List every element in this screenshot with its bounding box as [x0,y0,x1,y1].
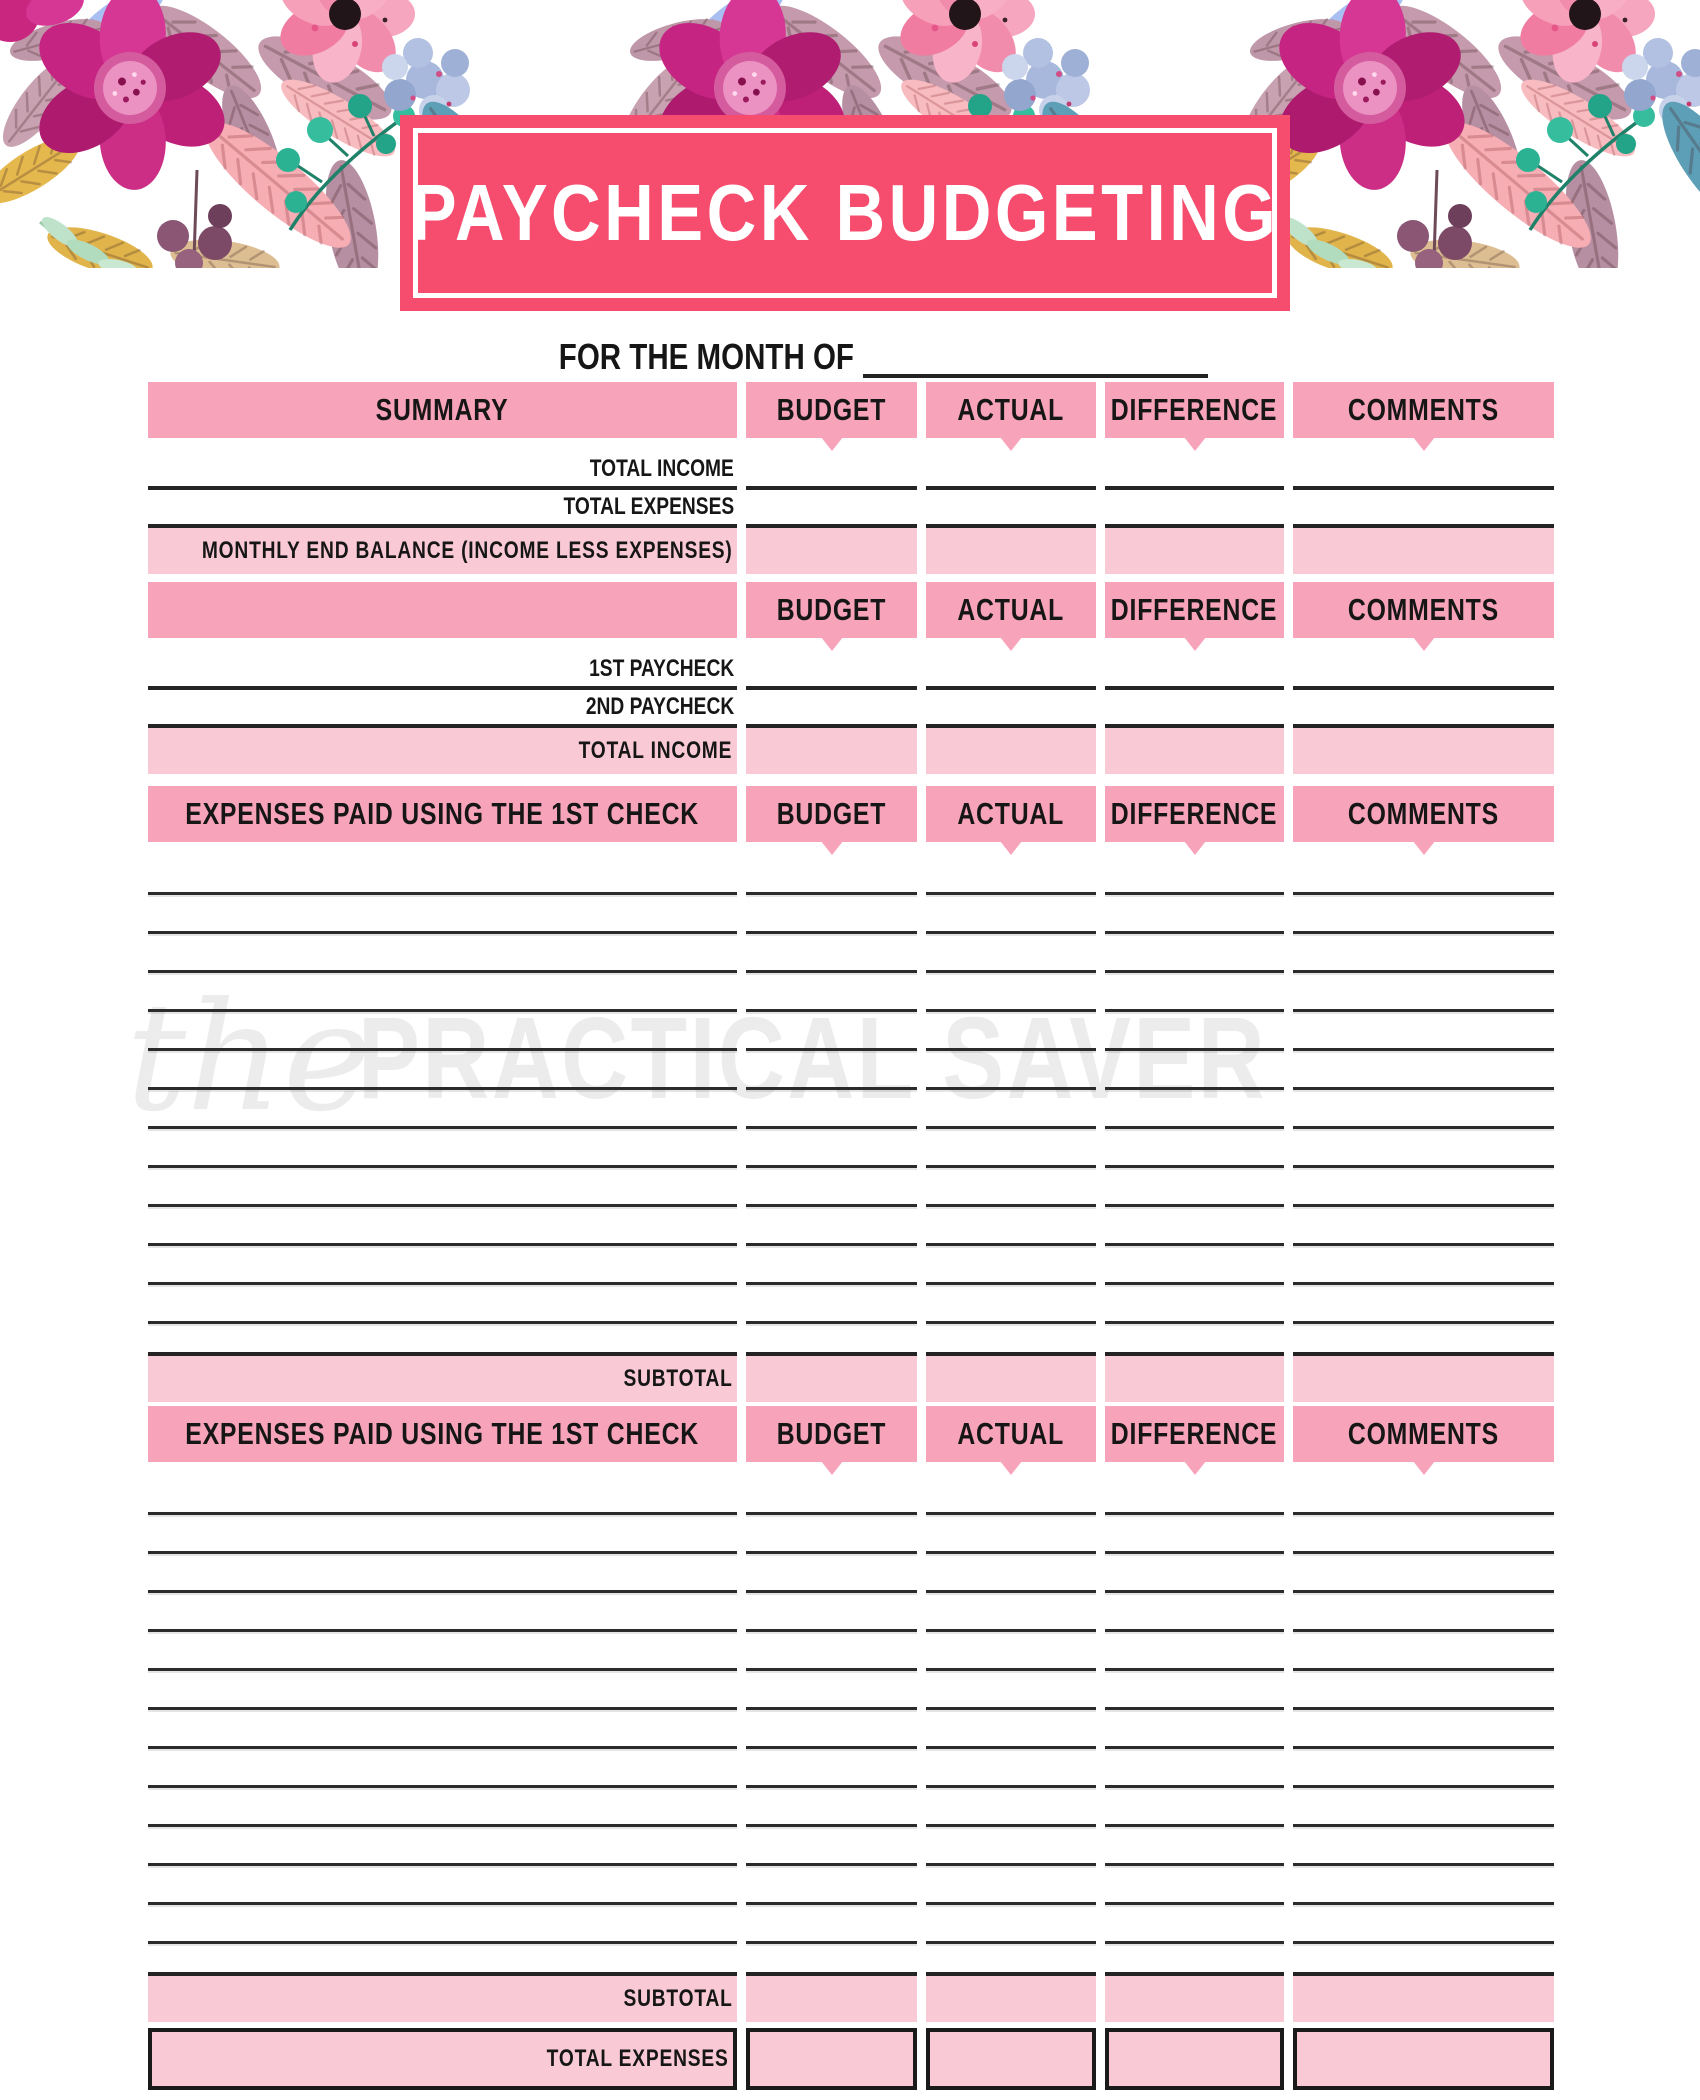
expenses-second-blank-row-6 [148,1671,1554,1710]
income-1st-paycheck-row [148,652,1554,690]
expenses-first-blank-row-11 [148,1246,1554,1285]
column-header-comments [1293,786,1554,842]
blank-difference-field [1105,1905,1284,1944]
blank-budget-field [746,1129,917,1168]
triangle-pointer-icon [821,841,843,855]
expenses-first-blank-row-8 [148,1129,1554,1168]
blank-item-field [148,1168,737,1207]
expenses-first-header-label: EXPENSES PAID USING THE 1ST CHECK [185,796,700,831]
summary-total-income-row [148,452,1554,490]
expenses-first-blank-row-7 [148,1090,1554,1129]
monthly-end-balance-row [148,528,1554,574]
income-2nd-paycheck-actual-field [926,690,1096,728]
monthly-end-balance-label: MONTHLY END BALANCE (INCOME LESS EXPENSES) [201,537,733,564]
income-1st-paycheck-difference-field [1105,652,1284,690]
blank-difference-field [1105,1632,1284,1671]
blank-difference-field [1105,973,1284,1012]
income-total-actual-cell [926,728,1096,774]
title-banner [400,115,1290,311]
blank-item-field [148,1593,737,1632]
month-label: FOR THE MONTH OF [558,336,854,377]
blank-difference-field [1105,1710,1284,1749]
blank-item-field [148,1710,737,1749]
blank-difference-field [1105,934,1284,973]
triangle-pointer-icon [1000,1461,1022,1475]
expenses-second-subtotal-difference-cell [1105,1972,1284,2022]
column-header-budget-label: BUDGET [776,392,887,427]
blank-comments-field [1293,1632,1554,1671]
total-expenses-label-cell [148,2028,737,2090]
summary-total-expenses-comments-field [1293,490,1554,528]
blank-item-field [148,1554,737,1593]
blank-comments-field [1293,1515,1554,1554]
expenses-second-subtotal-budget-cell [746,1972,917,2022]
blank-difference-field [1105,1207,1284,1246]
income-1st-paycheck-label-cell [148,652,737,690]
column-header-budget [746,582,917,638]
summary-total-income-budget-field [746,452,917,490]
column-header-budget [746,1406,917,1462]
blank-budget-field [746,1476,917,1515]
expenses-second-blank-row-3 [148,1554,1554,1593]
summary-header-row [148,382,1554,438]
total-expenses-difference-cell [1105,2028,1284,2090]
blank-actual-field [926,1051,1096,1090]
blank-item-field [148,1207,737,1246]
column-header-comments [1293,382,1554,438]
month-blank-line [863,336,1208,378]
blank-actual-field [926,1285,1096,1324]
column-header-comments-label: COMMENTS [1347,796,1500,831]
column-header-actual [926,382,1096,438]
expenses-first-subtotal-row [148,1352,1554,1402]
expenses-second-blank-row-2 [148,1515,1554,1554]
blank-difference-field [1105,1866,1284,1905]
blank-item-field [148,1515,737,1554]
expenses-second-blank-row-9 [148,1788,1554,1827]
expenses-first-subtotal-comments-cell [1293,1352,1554,1402]
income-total-label: TOTAL INCOME [578,737,733,764]
blank-item-field [148,973,737,1012]
monthly-end-balance-label-cell [148,528,737,574]
blank-comments-field [1293,895,1554,934]
expenses-second-blank-row-8 [148,1749,1554,1788]
summary-total-expenses-budget-field [746,490,917,528]
summary-total-income-comments-field [1293,452,1554,490]
income-2nd-paycheck-row [148,690,1554,728]
column-header-comments [1293,1406,1554,1462]
blank-difference-field [1105,1515,1284,1554]
blank-actual-field [926,1593,1096,1632]
summary-header-label: SUMMARY [376,392,509,427]
column-header-comments [1293,582,1554,638]
expenses-first-blank-row-9 [148,1168,1554,1207]
column-header-comments-label: COMMENTS [1347,1416,1500,1451]
expenses-second-blank-row-1 [148,1476,1554,1515]
blank-difference-field [1105,1593,1284,1632]
blank-difference-field [1105,895,1284,934]
expenses-first-header-label-cell [148,786,737,842]
income-total-difference-cell [1105,728,1284,774]
column-header-actual-label: ACTUAL [957,592,1065,627]
blank-difference-field [1105,1749,1284,1788]
expenses-second-header-label-cell [148,1406,737,1462]
blank-actual-field [926,1749,1096,1788]
blank-comments-field [1293,1090,1554,1129]
blank-budget-field [746,895,917,934]
expenses-first-blank-row-4 [148,973,1554,1012]
expenses-first-subtotal-label: SUBTOTAL [623,1365,733,1392]
blank-actual-field [926,1476,1096,1515]
blank-actual-field [926,1515,1096,1554]
blank-budget-field [746,1632,917,1671]
column-header-actual [926,582,1096,638]
blank-budget-field [746,1866,917,1905]
blank-budget-field [746,1051,917,1090]
blank-comments-field [1293,1905,1554,1944]
blank-comments-field [1293,1788,1554,1827]
total-expenses-comments-cell [1293,2028,1554,2090]
blank-comments-field [1293,1051,1554,1090]
expenses-first-blank-row-10 [148,1207,1554,1246]
blank-difference-field [1105,856,1284,895]
expenses-first-blank-row-12 [148,1285,1554,1324]
blank-budget-field [746,1207,917,1246]
blank-comments-field [1293,1129,1554,1168]
income-total-budget-cell [746,728,917,774]
triangle-pointer-icon [1184,1461,1206,1475]
column-header-actual-label: ACTUAL [957,392,1065,427]
blank-difference-field [1105,1090,1284,1129]
expenses-first-blank-row-1 [148,856,1554,895]
summary-total-expenses-row [148,490,1554,528]
total-expenses-budget-cell [746,2028,917,2090]
summary-total-income-actual-field [926,452,1096,490]
monthly-end-balance-comments-cell [1293,528,1554,574]
expenses-second-blank-row-11 [148,1866,1554,1905]
expenses-second-subtotal-label-cell [148,1972,737,2022]
blank-comments-field [1293,1168,1554,1207]
blank-actual-field [926,1090,1096,1129]
blank-item-field [148,1476,737,1515]
blank-budget-field [746,1168,917,1207]
blank-item-field [148,1246,737,1285]
expenses-second-blank-row-4 [148,1593,1554,1632]
blank-actual-field [926,1788,1096,1827]
triangle-pointer-icon [1413,437,1435,451]
blank-item-field [148,1012,737,1051]
column-header-difference-label: DIFFERENCE [1111,392,1278,427]
triangle-pointer-icon [821,637,843,651]
blank-comments-field [1293,973,1554,1012]
triangle-pointer-icon [1413,1461,1435,1475]
total-expenses-row [148,2028,1554,2090]
triangle-pointer-icon [821,437,843,451]
summary-header-label-cell [148,382,737,438]
blank-comments-field [1293,1246,1554,1285]
blank-difference-field [1105,1285,1284,1324]
expenses-first-header-row [148,786,1554,842]
blank-item-field [148,1749,737,1788]
triangle-pointer-icon [1413,841,1435,855]
blank-comments-field [1293,1710,1554,1749]
triangle-pointer-icon [1413,637,1435,651]
blank-item-field [148,1671,737,1710]
income-total-label-cell [148,728,737,774]
expenses-second-header-row [148,1406,1554,1462]
blank-budget-field [746,1090,917,1129]
expenses-second-subtotal-actual-cell [926,1972,1096,2022]
column-header-budget [746,382,917,438]
summary-total-expenses-label: TOTAL EXPENSES [563,493,734,520]
income-2nd-paycheck-label-cell [148,690,737,728]
blank-item-field [148,1866,737,1905]
blank-actual-field [926,1012,1096,1051]
column-header-actual [926,1406,1096,1462]
column-header-comments-label: COMMENTS [1347,592,1500,627]
blank-budget-field [746,1593,917,1632]
blank-difference-field [1105,1827,1284,1866]
blank-item-field [148,1285,737,1324]
blank-comments-field [1293,1593,1554,1632]
blank-difference-field [1105,1012,1284,1051]
blank-budget-field [746,856,917,895]
column-header-budget-label: BUDGET [776,796,887,831]
income-1st-paycheck-actual-field [926,652,1096,690]
blank-item-field [148,1051,737,1090]
expenses-second-blank-row-12 [148,1905,1554,1944]
expenses-second-blank-row-7 [148,1710,1554,1749]
expenses-first-blank-row-6 [148,1051,1554,1090]
blank-actual-field [926,1554,1096,1593]
income-1st-paycheck-budget-field [746,652,917,690]
blank-actual-field [926,1905,1096,1944]
expenses-second-header-label: EXPENSES PAID USING THE 1ST CHECK [185,1416,700,1451]
blank-comments-field [1293,934,1554,973]
blank-difference-field [1105,1246,1284,1285]
blank-budget-field [746,934,917,973]
column-header-difference-label: DIFFERENCE [1111,796,1278,831]
expenses-first-blank-row-2 [148,895,1554,934]
monthly-end-balance-difference-cell [1105,528,1284,574]
triangle-pointer-icon [821,1461,843,1475]
blank-actual-field [926,1129,1096,1168]
expenses-first-blank-row-3 [148,934,1554,973]
blank-difference-field [1105,1476,1284,1515]
column-header-budget-label: BUDGET [776,592,887,627]
blank-budget-field [746,1749,917,1788]
column-header-budget-label: BUDGET [776,1416,887,1451]
income-empty-header-cell [148,582,737,638]
column-header-comments-label: COMMENTS [1347,392,1500,427]
expenses-first-blank-row-5 [148,1012,1554,1051]
blank-budget-field [746,1554,917,1593]
column-header-difference-label: DIFFERENCE [1111,1416,1278,1451]
blank-actual-field [926,1168,1096,1207]
income-1st-paycheck-comments-field [1293,652,1554,690]
blank-difference-field [1105,1554,1284,1593]
income-header-row [148,582,1554,638]
column-header-difference [1105,582,1284,638]
blank-difference-field [1105,1168,1284,1207]
column-header-budget [746,786,917,842]
expenses-first-subtotal-label-cell [148,1352,737,1402]
blank-budget-field [746,1671,917,1710]
blank-actual-field [926,1207,1096,1246]
total-expenses-actual-cell [926,2028,1096,2090]
blank-budget-field [746,1905,917,1944]
blank-item-field [148,895,737,934]
blank-budget-field [746,973,917,1012]
blank-budget-field [746,1515,917,1554]
page-title: PAYCHECK BUDGETING [410,168,1280,257]
blank-difference-field [1105,1671,1284,1710]
blank-actual-field [926,1246,1096,1285]
blank-actual-field [926,973,1096,1012]
column-header-difference [1105,786,1284,842]
expenses-second-blank-row-10 [148,1827,1554,1866]
blank-difference-field [1105,1051,1284,1090]
blank-item-field [148,1827,737,1866]
summary-total-income-label: TOTAL INCOME [589,455,734,482]
expenses-second-subtotal-label: SUBTOTAL [623,1985,733,2012]
income-2nd-paycheck-comments-field [1293,690,1554,728]
blank-budget-field [746,1788,917,1827]
blank-budget-field [746,1827,917,1866]
blank-comments-field [1293,856,1554,895]
blank-budget-field [746,1246,917,1285]
income-2nd-paycheck-budget-field [746,690,917,728]
summary-total-income-difference-field [1105,452,1284,490]
summary-total-expenses-actual-field [926,490,1096,528]
blank-item-field [148,856,737,895]
blank-item-field [148,1129,737,1168]
blank-budget-field [746,1710,917,1749]
column-header-difference-label: DIFFERENCE [1111,592,1278,627]
blank-actual-field [926,1827,1096,1866]
blank-comments-field [1293,1749,1554,1788]
monthly-end-balance-budget-cell [746,528,917,574]
blank-comments-field [1293,1012,1554,1051]
summary-total-income-label-cell [148,452,737,490]
blank-item-field [148,934,737,973]
blank-actual-field [926,1710,1096,1749]
blank-comments-field [1293,1285,1554,1324]
blank-comments-field [1293,1207,1554,1246]
expenses-second-subtotal-row [148,1972,1554,2022]
blank-comments-field [1293,1866,1554,1905]
blank-comments-field [1293,1476,1554,1515]
income-1st-paycheck-label: 1ST PAYCHECK [588,655,734,682]
total-expenses-label: TOTAL EXPENSES [546,2045,729,2072]
summary-total-expenses-label-cell [148,490,737,528]
triangle-pointer-icon [1000,437,1022,451]
blank-actual-field [926,856,1096,895]
triangle-pointer-icon [1184,637,1206,651]
blank-difference-field [1105,1788,1284,1827]
blank-item-field [148,1090,737,1129]
blank-comments-field [1293,1671,1554,1710]
blank-actual-field [926,1671,1096,1710]
column-header-actual-label: ACTUAL [957,796,1065,831]
income-total-comments-cell [1293,728,1554,774]
blank-difference-field [1105,1129,1284,1168]
expenses-first-subtotal-difference-cell [1105,1352,1284,1402]
blank-item-field [148,1905,737,1944]
blank-budget-field [746,1285,917,1324]
triangle-pointer-icon [1000,841,1022,855]
triangle-pointer-icon [1184,841,1206,855]
budget-table [148,382,1554,2090]
column-header-difference [1105,382,1284,438]
expenses-second-subtotal-comments-cell [1293,1972,1554,2022]
expenses-second-blank-row-5 [148,1632,1554,1671]
summary-total-expenses-difference-field [1105,490,1284,528]
blank-comments-field [1293,1554,1554,1593]
expenses-first-subtotal-actual-cell [926,1352,1096,1402]
column-header-actual [926,786,1096,842]
watermark-brand-text: PRACTICAL SAVER [357,993,1267,1123]
blank-actual-field [926,1866,1096,1905]
month-line [148,336,1554,382]
blank-comments-field [1293,1827,1554,1866]
blank-actual-field [926,895,1096,934]
worksheet-content [148,336,1554,2090]
income-2nd-paycheck-label: 2ND PAYCHECK [585,693,734,720]
blank-actual-field [926,934,1096,973]
income-total-row [148,728,1554,774]
blank-item-field [148,1632,737,1671]
triangle-pointer-icon [1184,437,1206,451]
expenses-first-subtotal-budget-cell [746,1352,917,1402]
blank-actual-field [926,1632,1096,1671]
column-header-difference [1105,1406,1284,1462]
triangle-pointer-icon [1000,637,1022,651]
monthly-end-balance-actual-cell [926,528,1096,574]
blank-budget-field [746,1012,917,1051]
column-header-actual-label: ACTUAL [957,1416,1065,1451]
blank-item-field [148,1788,737,1827]
watermark-script-word: the [126,971,372,1145]
income-2nd-paycheck-difference-field [1105,690,1284,728]
